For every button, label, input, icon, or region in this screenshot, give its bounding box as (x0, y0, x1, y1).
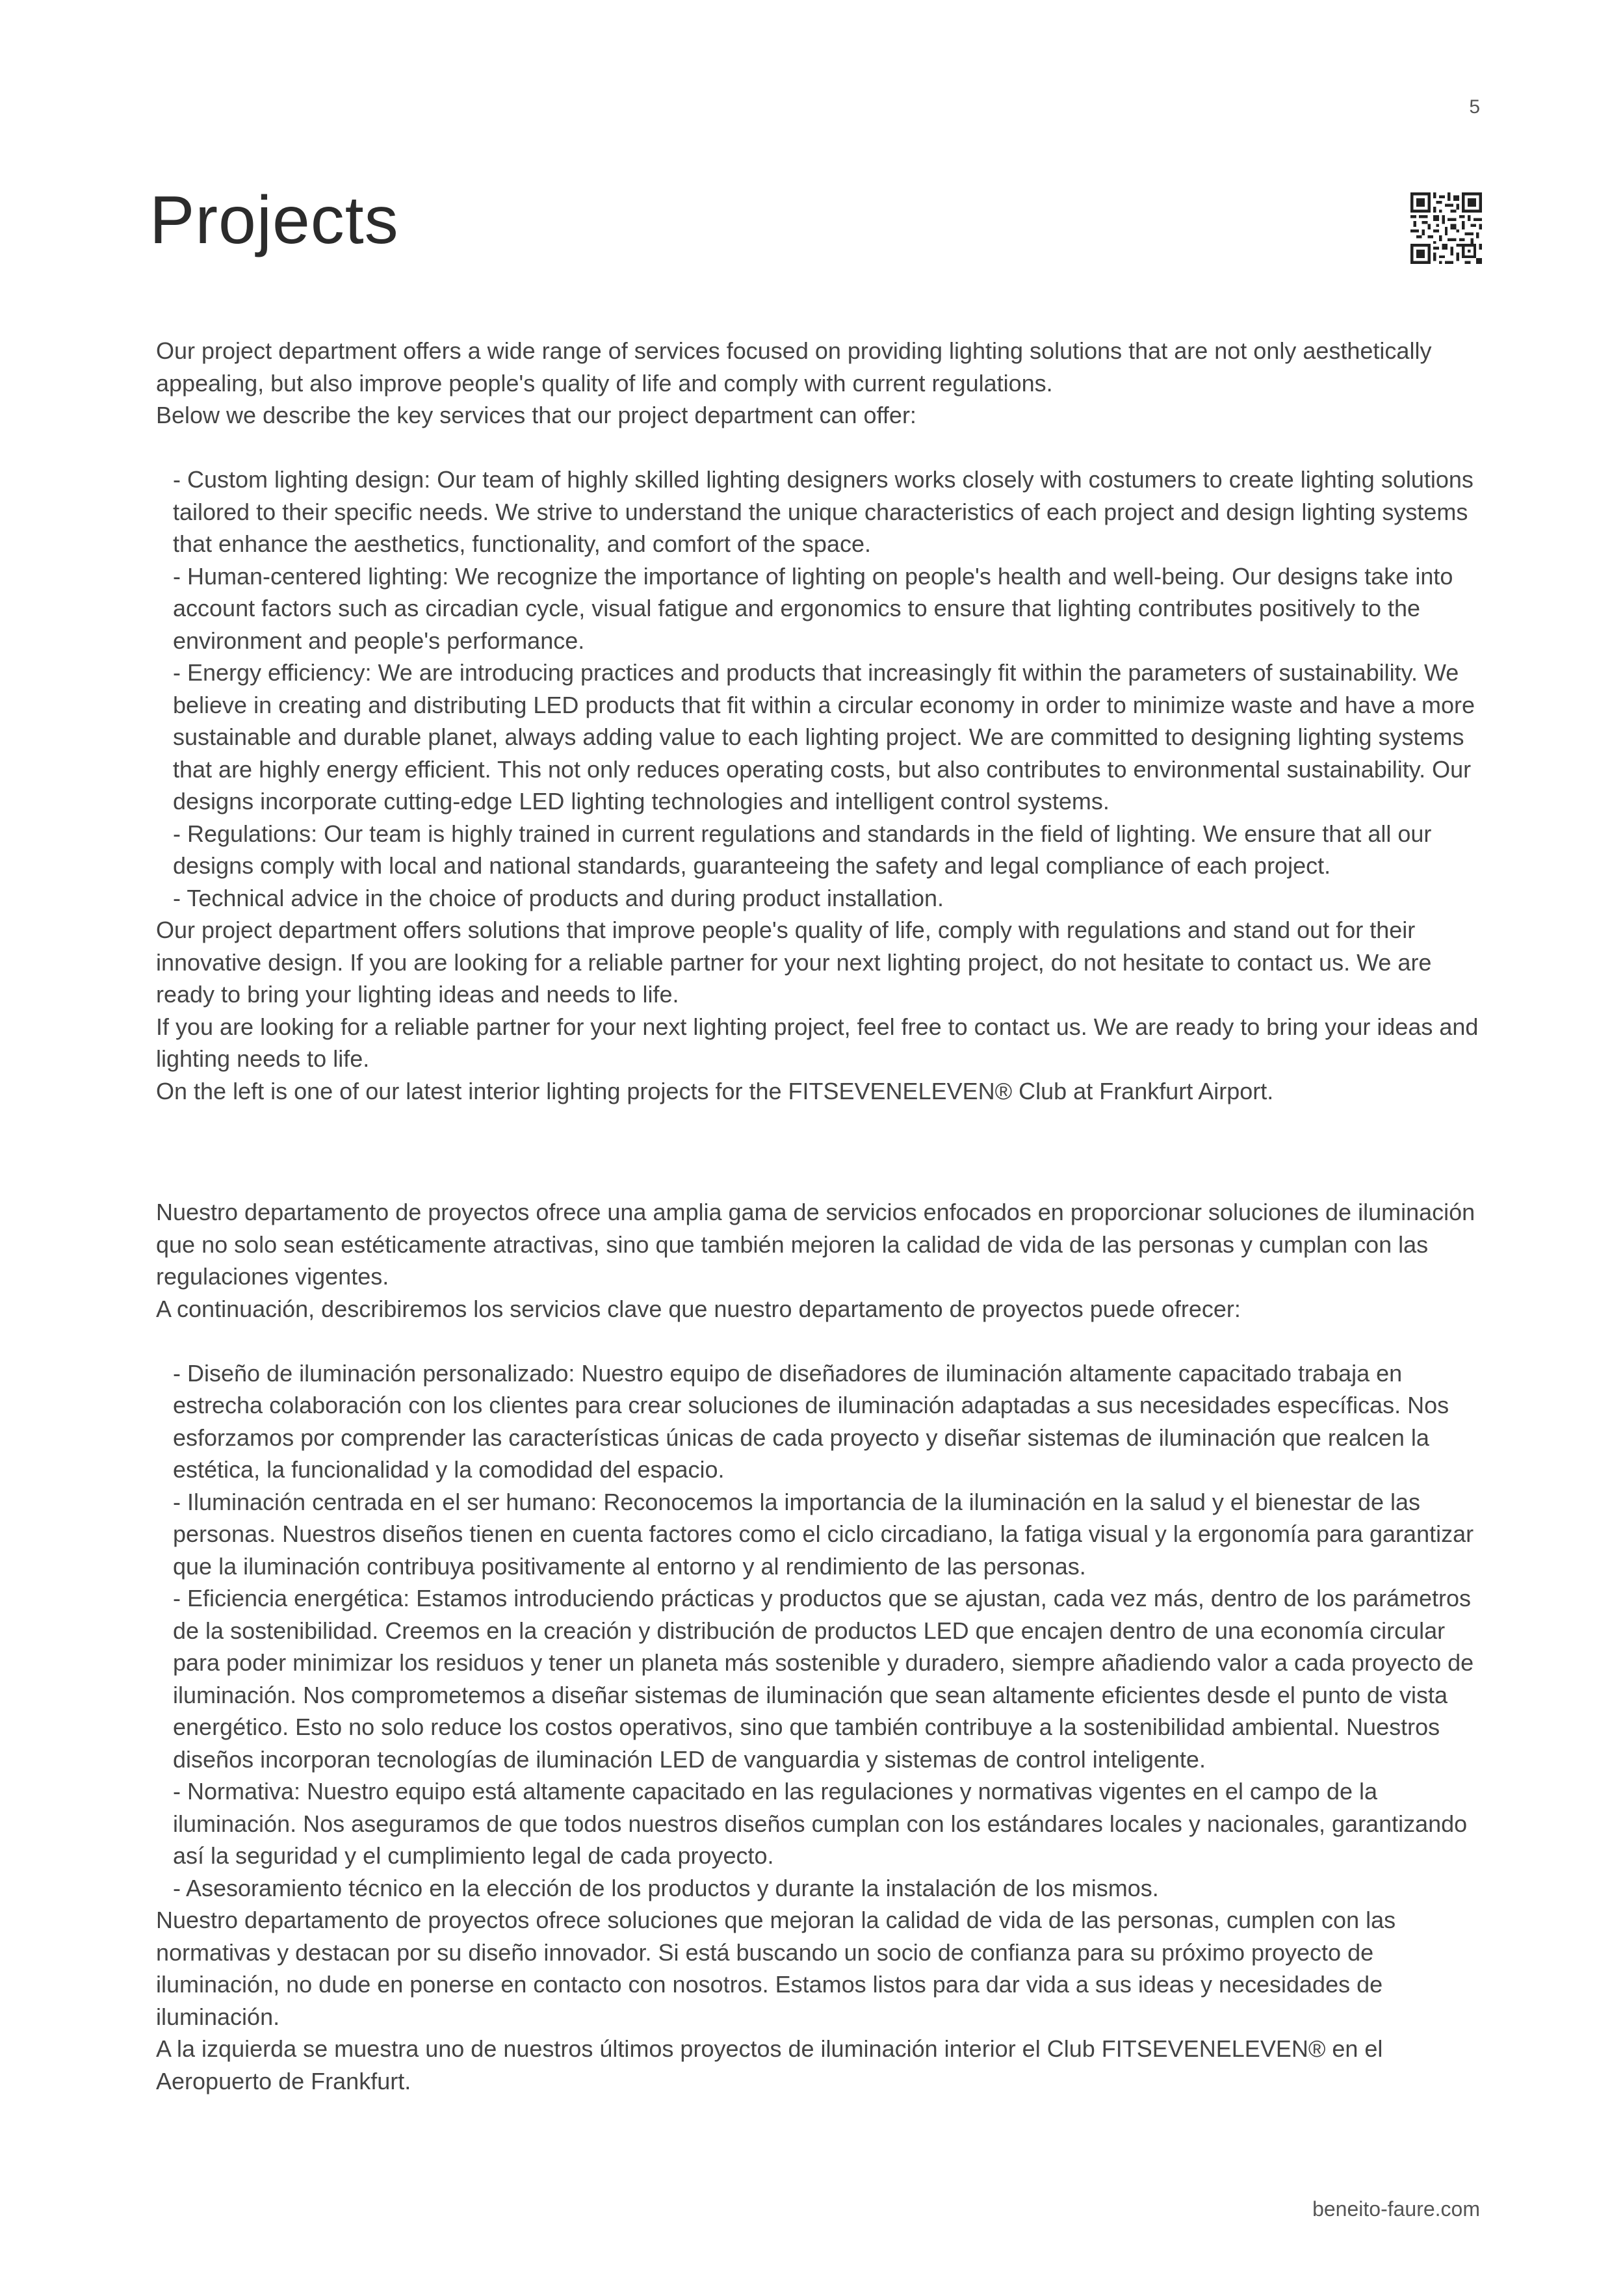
spanish-closing-paragraph: A la izquierda se muestra uno de nuestros últimos proyectos de iluminación interior el Club FITSEVENELEVEN® en el Aeropuerto de Frankfurt. (156, 2035, 1383, 2094)
spanish-intro-list-lead: A continuación, describiremos los servicios clave que nuestro departamento de proyectos puede ofrecer: (156, 1295, 1241, 1322)
english-intro-paragraph: Our project department offers a wide range of services focused on providing lighting solutions that are not only aesthetically appealing, but also improve people's quality of life and comply with current regulations. (156, 337, 1432, 397)
english-service-item: - Custom lighting design: Our team of highly skilled lighting designers works closely with costumers to create lighting solutions tailored to their specific needs. We strive to understand the unique characteristics of each project and design lighting systems that enhance the aesthetics, functionality, and comfort of the space. (173, 466, 1474, 557)
english-text-block (156, 335, 1488, 1107)
spanish-service-item: - Eficiencia energética: Estamos introduciendo prácticas y productos que se ajustan, cada vez más, dentro de los parámetros de la sostenibilidad. Creemos en la creación y distribución de productos LED que encajen dentro de una economía circular para poder minimizar los residuos y tener un planeta más sostenible y duradero, siempre añadiendo valor a cada proyecto de iluminación. Nos comprometemos a diseñar sistemas de iluminación que sean altamente eficientes desde el punto de vista energético. Esto no solo reduce los costos operativos, sino que también contribuye a la sostenibilidad ambiental. Nuestros diseños incorporan tecnologías de iluminación LED de vanguardia y sistemas de control inteligente. (173, 1585, 1474, 1773)
spanish-service-item: - Asesoramiento técnico en la elección de los productos y durante la instalación de los mismos. (173, 1874, 1159, 1901)
qr-code-icon (1410, 192, 1482, 264)
english-closing-paragraph: On the left is one of our latest interior lighting projects for the FITSEVENELEVEN® Club at Frankfurt Airport. (156, 1077, 1274, 1104)
spanish-service-item: - Diseño de iluminación personalizado: Nuestro equipo de diseñadores de iluminación altamente capacitado trabaja en estrecha colaboración con los clientes para crear soluciones de iluminación adaptadas a sus necesidades específicas. Nos esforzamos por comprender las características únicas de cada proyecto y diseñar sistemas de iluminación que realcen la estética, la funcionalidad y la comodidad del espacio. (173, 1359, 1449, 1483)
spanish-service-item: - Iluminación centrada en el ser humano: Reconocemos la importancia de la iluminación en la salud y el bienestar de las personas. Nuestros diseños tienen en cuenta factores como el ciclo circadiano, la fatiga visual y la ergonomía para garantizar que la iluminación contribuya positivamente al entorno y al rendimiento de las personas. (173, 1488, 1474, 1580)
english-service-item: - Energy efficiency: We are introducing practices and products that increasingly fit within the parameters of sustainability. We believe in creating and distributing LED products that fit within a circular economy in order to minimize waste and have a more sustainable and durable planet, always adding value to each lighting project. We are committed to designing lighting systems that are highly energy efficient. This not only reduces operating costs, but also contributes to environmental sustainability. Our designs incorporate cutting-edge LED lighting technologies and intelligent control systems. (173, 659, 1475, 815)
spanish-service-item: - Normativa: Nuestro equipo está altamente capacitado en las regulaciones y normativas vigentes en el campo de la iluminación. Nos aseguramos de que todos nuestros diseños cumplan con los estándares locales y nacionales, garantizando así la seguridad y el cumplimiento legal de cada proyecto. (173, 1778, 1468, 1869)
english-intro-list-lead: Below we describe the key services that our project department can offer: (156, 402, 916, 428)
english-service-item: - Human-centered lighting: We recognize the importance of lighting on people's health and well-being. Our designs take into account factors such as circadian cycle, visual fatigue and ergonomics to ensure that lighting contributes positively to the environment and people's performance. (173, 562, 1453, 654)
page-number: 5 (1469, 96, 1480, 118)
spanish-text-block (156, 1196, 1488, 2097)
english-service-item: - Technical advice in the choice of products and during product installation. (173, 884, 944, 911)
english-closing-paragraph: Our project department offers solutions that improve people's quality of life, comply with regulations and stand out for their innovative design. If you are looking for a reliable partner for your next lighting project, do not hesitate to contact us. We are ready to bring your lighting ideas and needs to life. (156, 917, 1432, 1008)
page-title: Projects (149, 183, 399, 258)
footer-website-link[interactable]: beneito-faure.com (1312, 2197, 1480, 2221)
spanish-intro-paragraph: Nuestro departamento de proyectos ofrece una amplia gama de servicios enfocados en proporcionar soluciones de iluminación que no solo sean estéticamente atractivas, sino que también mejoren la calidad de vida de las personas y cumplan con las regulaciones vigentes. (156, 1199, 1475, 1290)
english-service-item: - Regulations: Our team is highly trained in current regulations and standards in the field of lighting. We ensure that all our designs comply with local and national standards, guaranteeing the safety and legal compliance of each project. (173, 820, 1432, 879)
spanish-closing-paragraph: Nuestro departamento de proyectos ofrece soluciones que mejoran la calidad de vida de las personas, cumplen con las normativas y destacan por su diseño innovador. Si está buscando un socio de confianza para su próximo proyecto de iluminación, no dude en ponerse en contacto con nosotros. Estamos listos para dar vida a sus ideas y necesidades de iluminación. (156, 1907, 1396, 2030)
english-closing-paragraph: If you are looking for a reliable partner for your next lighting project, feel free to contact us. We are ready to bring your ideas and lighting needs to life. (156, 1013, 1479, 1072)
